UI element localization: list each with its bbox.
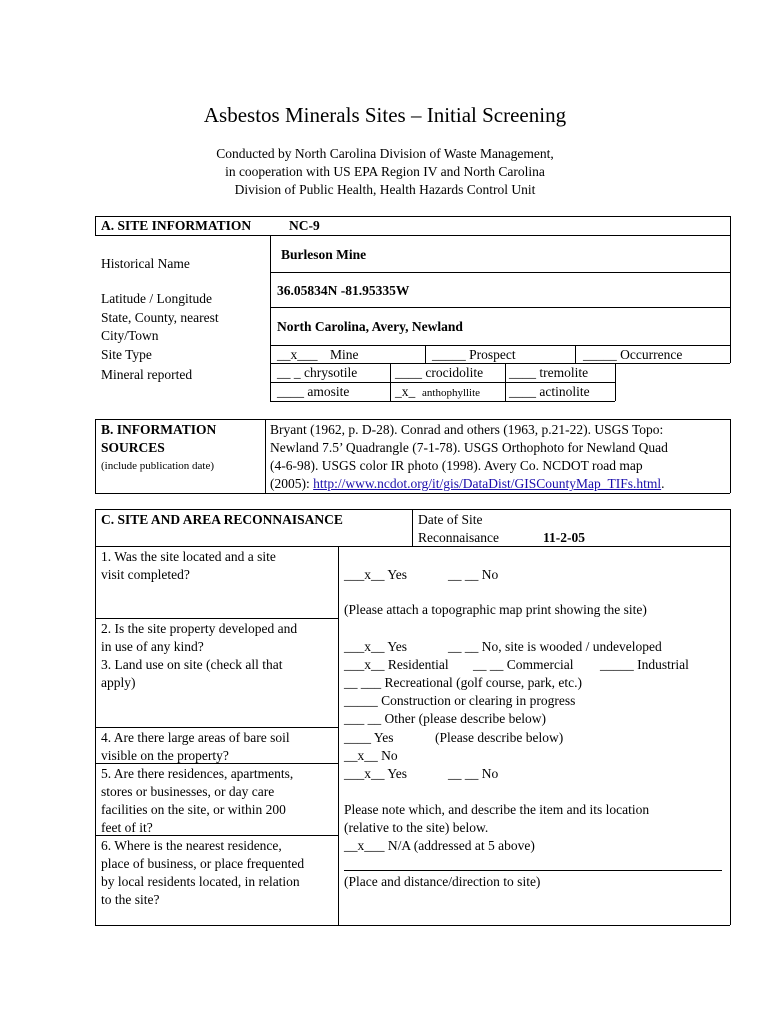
q3-commercial[interactable]: __ __ Commercial bbox=[473, 657, 574, 672]
q1-line-1: 1. Was the site located and a site bbox=[101, 549, 276, 564]
q5-yes[interactable]: ___x__ Yes bbox=[344, 766, 408, 781]
q6-note: (Place and distance/direction to site) bbox=[344, 874, 541, 889]
q1-yes[interactable]: ___x__ Yes bbox=[344, 567, 408, 582]
q5-line-4: feet of it? bbox=[101, 820, 153, 835]
sources-line-2: Newland 7.5’ Quadrangle (7-1-78). USGS Orthophoto for Newland Quad bbox=[270, 440, 668, 455]
q6-line-1: 6. Where is the nearest residence, bbox=[101, 838, 282, 853]
site-type-label: Site Type bbox=[101, 347, 152, 362]
q6-answer-line[interactable] bbox=[344, 870, 722, 871]
site-id: NC-9 bbox=[289, 218, 320, 233]
q6-line-2: place of business, or place frequented bbox=[101, 856, 305, 871]
sources-line-4-prefix: (2005): bbox=[270, 476, 314, 491]
subtitle-line-2: in cooperation with US EPA Region IV and North Carolina bbox=[225, 164, 545, 179]
section-b-note: (include publication date) bbox=[101, 460, 215, 472]
historical-name-value: Burleson Mine bbox=[281, 247, 367, 262]
q2-line-1: 2. Is the site property developed and bbox=[101, 621, 298, 636]
q1-note: (Please attach a topographic map print showing the site) bbox=[344, 602, 647, 617]
q5-line-3: facilities on the site, or within 200 bbox=[101, 802, 286, 817]
section-a-header: A. SITE INFORMATION bbox=[101, 218, 252, 233]
sources-line-4-suffix: . bbox=[661, 476, 665, 491]
q2-line-2: in use of any kind? bbox=[101, 639, 204, 654]
q3-industrial[interactable]: _____ Industrial bbox=[600, 657, 689, 672]
q2-yes[interactable]: ___x__ Yes bbox=[344, 639, 408, 654]
q5-line-1: 5. Are there residences, apartments, bbox=[101, 766, 294, 781]
mineral-actinolite[interactable]: ____ actinolite bbox=[509, 384, 590, 399]
location-label-1: State, County, nearest bbox=[101, 310, 219, 325]
site-type-prospect[interactable]: _____ Prospect bbox=[432, 347, 516, 362]
q5-line-2: stores or businesses, or day care bbox=[101, 784, 275, 799]
site-type-occurrence[interactable]: _____ Occurrence bbox=[583, 347, 683, 362]
latlon-label: Latitude / Longitude bbox=[101, 291, 212, 306]
mineral-anthophyllite: anthophyllite bbox=[422, 387, 481, 399]
mineral-tremolite[interactable]: ____ tremolite bbox=[509, 365, 589, 380]
historical-name-label: Historical Name bbox=[101, 256, 190, 271]
q6-line-3: by local residents located, in relation bbox=[101, 874, 300, 889]
ncdot-link[interactable]: http://www.ncdot.org/it/gis/DataDist/GISCountyMap_TIFs.html bbox=[313, 476, 662, 491]
q4-yes-note: (Please describe below) bbox=[435, 730, 564, 745]
q4-line-2: visible on the property? bbox=[101, 748, 229, 763]
section-c-header: C. SITE AND AREA RECONNAISANCE bbox=[101, 512, 343, 527]
page-title: Asbestos Minerals Sites – Initial Screening bbox=[203, 103, 567, 127]
sources-line-1: Bryant (1962, p. D-28). Conrad and others (1963, p.21-22). USGS Topo: bbox=[270, 422, 664, 437]
site-type-mine-blank[interactable]: __x___ bbox=[277, 347, 318, 362]
q5-note-1: Please note which, and describe the item and its location bbox=[344, 802, 650, 817]
q1-no[interactable]: __ __ No bbox=[448, 567, 499, 582]
q3-line-1: 3. Land use on site (check all that bbox=[101, 657, 283, 672]
location-value: North Carolina, Avery, Newland bbox=[277, 319, 463, 334]
subtitle-line-3: Division of Public Health, Health Hazards Control Unit bbox=[234, 182, 536, 197]
latlon-value: 36.05834N -81.95335W bbox=[277, 283, 410, 298]
q6-line-4: to the site? bbox=[101, 892, 160, 907]
mineral-crocidolite[interactable]: ____ crocidolite bbox=[395, 365, 484, 380]
q3-other[interactable]: ___ __ Other (please describe below) bbox=[344, 711, 547, 726]
date-label-2: Reconnaisance bbox=[418, 530, 499, 545]
date-value: 11-2-05 bbox=[543, 530, 585, 545]
mineral-anthophyllite-blank[interactable]: _x_ bbox=[395, 384, 416, 399]
q4-line-1: 4. Are there large areas of bare soil bbox=[101, 730, 290, 745]
q1-line-2: visit completed? bbox=[101, 567, 190, 582]
sources-line-3: (4-6-98). USGS color IR photo (1998). Avery Co. NCDOT road map bbox=[270, 458, 643, 473]
section-b-header-1: B. INFORMATION bbox=[101, 422, 217, 437]
location-label-2: City/Town bbox=[101, 328, 159, 343]
mineral-amosite[interactable]: ____ amosite bbox=[277, 384, 350, 399]
q5-note-2: (relative to the site) below. bbox=[344, 820, 489, 835]
mineral-chrysotile[interactable]: __ _ chrysotile bbox=[277, 365, 358, 380]
q6-answer[interactable]: __x___ N/A (addressed at 5 above) bbox=[344, 838, 535, 853]
sources-line-4 bbox=[270, 475, 665, 492]
q3-recreational[interactable]: __ ___ Recreational (golf course, park, etc.) bbox=[344, 675, 583, 690]
q4-no[interactable]: __x__ No bbox=[344, 748, 398, 763]
q4-yes[interactable]: ____ Yes bbox=[344, 730, 394, 745]
q3-residential[interactable]: ___x__ Residential bbox=[344, 657, 449, 672]
subtitle-line-1: Conducted by North Carolina Division of Waste Management, bbox=[216, 146, 554, 161]
q2-no[interactable]: __ __ No, site is wooded / undeveloped bbox=[448, 639, 662, 654]
q3-line-2: apply) bbox=[101, 675, 136, 690]
q3-construction[interactable]: _____ Construction or clearing in progress bbox=[344, 693, 576, 708]
q5-no[interactable]: __ __ No bbox=[448, 766, 499, 781]
mineral-label: Mineral reported bbox=[101, 367, 193, 382]
site-type-mine: Mine bbox=[330, 347, 359, 362]
date-label-1: Date of Site bbox=[418, 512, 483, 527]
section-b-header-2: SOURCES bbox=[101, 440, 165, 455]
